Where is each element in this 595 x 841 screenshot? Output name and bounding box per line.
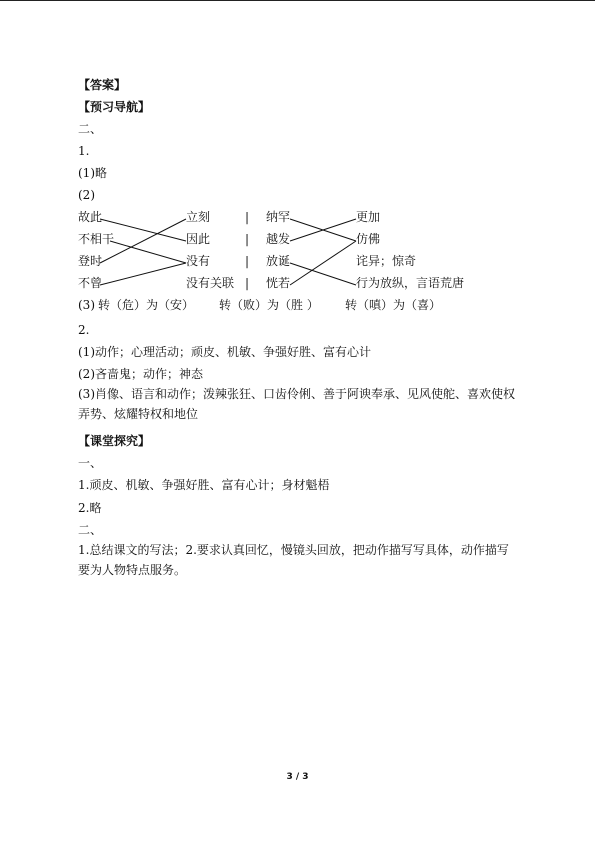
match-word: 不相干 [78, 232, 115, 246]
match-line [290, 241, 356, 285]
match-word: 因此 [186, 232, 211, 246]
column-separator: | [245, 276, 250, 290]
match-word: 越发 [266, 232, 291, 246]
phrase: 转（嗔）为（喜） [345, 298, 442, 312]
match-word: 仿佛 [356, 232, 381, 246]
section-number: 一、 [78, 456, 103, 470]
item-number: 1. [78, 144, 90, 158]
match-word: 更加 [356, 210, 381, 224]
answer-paragraph: (3)肖像、语言和动作；泼辣张狂、口齿伶俐、善于阿谀奉承、见风使舵、喜欢使权弄势、炫耀特权和地位 [78, 387, 516, 421]
match-word: 登时 [78, 254, 103, 268]
sub-item: (1)略 [78, 166, 107, 180]
section-number: 二、 [78, 122, 103, 136]
match-word: 诧异；惊奇 [356, 254, 417, 268]
column-separator: | [245, 232, 250, 246]
answer-paragraph: 1.总结课文的写法；2.要求认真回忆，慢镜头回放，把动作描写写具体，动作描写要为人物特点服务。 [78, 543, 509, 577]
match-word: 没有关联 [186, 276, 235, 290]
column-separator: | [245, 210, 250, 224]
column-separator: | [245, 254, 250, 268]
section-number: 二、 [78, 523, 103, 537]
answer-line: (1)动作；心理活动；顽皮、机敏、争强好胜、富有心计 [78, 345, 372, 359]
sub-item-3 [78, 297, 442, 313]
sub-item-3-number: (3) [78, 298, 95, 312]
match-word: 不曾 [78, 276, 103, 290]
answer-heading: 【答案】 [78, 78, 127, 92]
match-word: 恍若 [266, 276, 291, 290]
sub-item: (2) [78, 188, 95, 202]
item-number: 2. [78, 323, 90, 337]
match-word: 没有 [186, 254, 211, 268]
answer-line: 1.顽皮、机敏、争强好胜、富有心计；身材魁梧 [78, 478, 330, 492]
word-matching-exercise [78, 209, 518, 297]
match-word: 放诞 [266, 254, 291, 268]
answer-line: (2)吝啬鬼；动作；神态 [78, 367, 203, 381]
page-number: 3 / 3 [286, 772, 309, 782]
preview-heading: 【预习导航】 [78, 100, 151, 114]
match-line [100, 263, 186, 285]
phrase: 转（败）为（胜 ） [219, 298, 319, 312]
match-line [290, 263, 356, 285]
match-word: 纳罕 [266, 210, 291, 224]
top-rule [0, 0, 595, 1]
match-word: 立刻 [186, 210, 211, 224]
match-word: 故此 [78, 210, 103, 224]
match-word: 行为放纵，言语荒唐 [356, 276, 465, 290]
phrase: 转（危）为（安） [98, 298, 195, 312]
answer-line: 2.略 [78, 501, 102, 515]
explore-heading: 【课堂探究】 [78, 434, 151, 448]
